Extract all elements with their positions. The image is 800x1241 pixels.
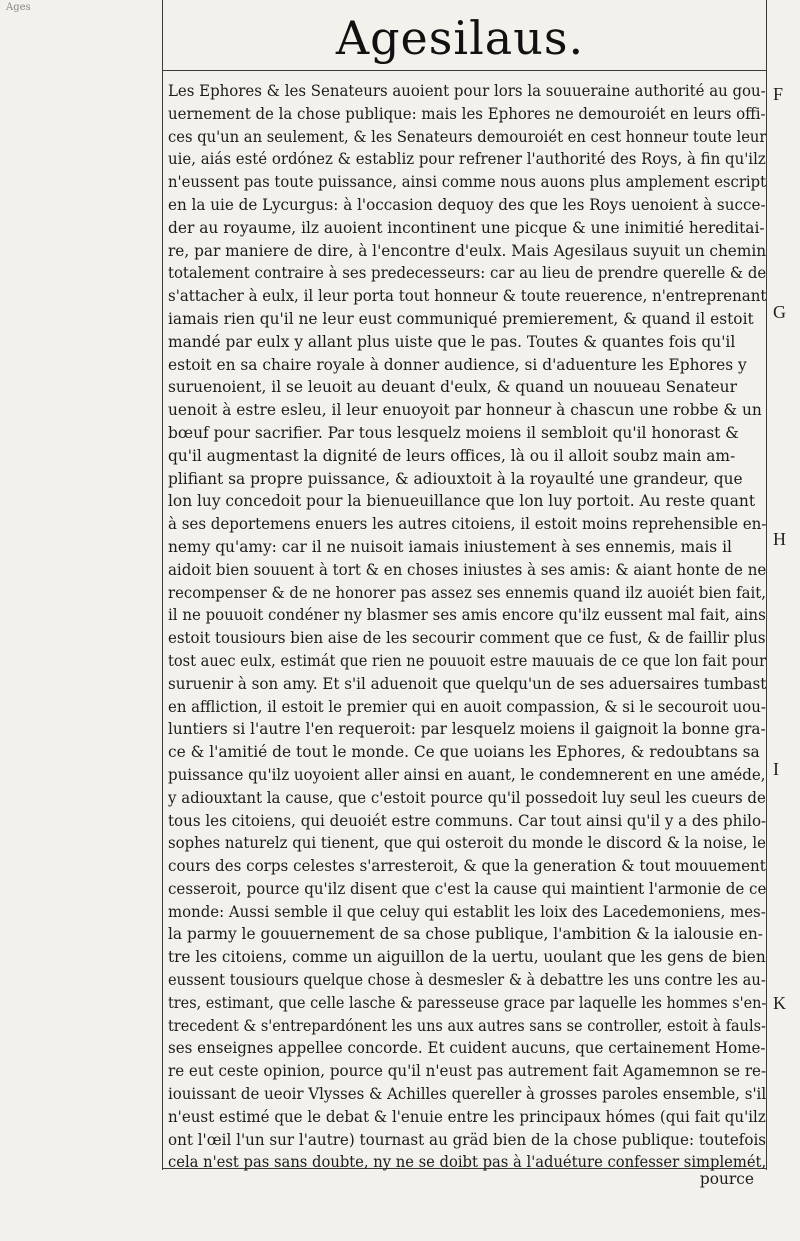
text-line: qu'il augmentast la dignité de leurs offices, là ou il alloit soubz main am- (168, 446, 736, 465)
text-line: uie, aiás esté ordónez & establiz pour refrener l'authorité des Roys, à fin qu'ilz (168, 150, 766, 169)
text-line: lon luy concedoit pour la bienueuillance que lon luy portoit. Au reste quant (168, 492, 756, 511)
text-line: ces qu'un an seulement, & les Senateurs demouroiét en cest honneur toute leur (168, 127, 766, 146)
catchword: pource (699, 1170, 754, 1188)
text-line: n'eust estimé que le debat & l'enuie entre les principaux hómes (qui fait qu'ilz (168, 1107, 766, 1126)
text-line: estoit en sa chaire royale à donner audience, si d'aduenture les Ephores y (168, 355, 747, 374)
text-line: puissance qu'ilz uoyoient aller ainsi en auant, le condemnerent en une améde, (168, 765, 766, 784)
text-line: eussent tousiours quelque chose à desmesler & à debattre les uns contre les au- (168, 971, 766, 990)
text-line: cours des corps celestes s'arresteroit, & que la generation & tout mouuement (168, 857, 766, 876)
text-line: uenoit à estre esleu, il leur enuoyoit par honneur à chascun une robbe & un (168, 401, 762, 420)
text-line: uernement de la chose publique: mais les Ephores ne demouroiét en leurs offi- (168, 104, 766, 123)
text-line: der au royaume, ilz auoient incontinent une picque & une inimitié hereditai- (168, 218, 765, 237)
text-line: tous les citoiens, qui deuoiét estre communs. Car tout ainsi qu'il y a des philo- (168, 811, 766, 830)
text-line: monde: Aussi semble il que celuy qui establit les loix des Lacedemoniens, mes- (168, 902, 766, 921)
text-line: recompenser & de ne honorer pas assez ses ennemis quand ilz auoiét bien fait, (168, 583, 766, 602)
margin-marker-i: I (773, 759, 779, 779)
text-line: aidoit bien souuent à tort & en choses iniustes à ses amis: & aiant honte de ne (168, 560, 766, 579)
margin-marker-h: H (773, 529, 786, 549)
right-margin-rule (766, 0, 767, 1170)
text-line: nemy qu'amy: car il ne nuisoit iamais iniustement à ses ennemis, mais il (168, 537, 732, 556)
margin-marker-g: G (773, 302, 786, 322)
text-line: cela n'est pas sans doubte, ny ne se doibt pas à l'aduéture confesser simplemét, (168, 1153, 766, 1172)
text-line: re, par maniere de dire, à l'encontre d'eulx. Mais Agesilaus suyuit un chemin (168, 241, 766, 260)
text-line: trecedent & s'entrepardónent les uns aux autres sans se controller, estoit à fauls- (168, 1016, 766, 1035)
text-line: iamais rien qu'il ne leur eust communiqué premierement, & quand il estoit (168, 309, 754, 328)
text-line: iouissant de ueoir Vlysses & Achilles quereller à grosses paroles ensemble, s'il (168, 1085, 766, 1104)
text-line: tres, estimant, que celle lasche & paresseuse grace par laquelle les hommes s'en- (168, 993, 766, 1012)
text-line: la parmy le gouuernement de sa chose publique, l'ambition & la ialousie en- (168, 925, 763, 944)
text-line: à ses deportemens enuers les autres citoiens, il estoit moins reprehensible en- (168, 515, 766, 534)
text-line: Les Ephores & les Senateurs auoient pour lors la souueraine authorité au gou- (168, 82, 766, 100)
text-line: ses enseignes appellee concorde. Et cuident aucuns, que certainement Home- (168, 1039, 766, 1058)
margin-marker-f: F (773, 84, 784, 104)
body-text (168, 80, 766, 1174)
text-line: tost auec eulx, estimát que rien ne pouuoit estre mauuais de ce que lon fait pour (168, 651, 766, 670)
text-line: y adiouxtant la cause, que c'estoit pource qu'il possedoit luy seul les cueurs de (168, 788, 766, 807)
text-line: luntiers si l'autre l'en requeroit: par lesquelz moiens il gaignoit la bonne gra- (168, 720, 766, 739)
text-line: cesseroit, pource qu'ilz disent que c'est la cause qui maintient l'armonie de ce (168, 879, 766, 898)
text-line: tre les citoiens, comme un aiguillon de la uertu, uoulant que les gens de bien (168, 948, 766, 967)
text-line: plifiant sa propre puissance, & adiouxtoit à la royaulté une grandeur, que (168, 469, 743, 488)
margin-marker-k: K (773, 993, 786, 1013)
text-line: s'attacher à eulx, il leur porta tout honneur & toute reuerence, n'entreprenant (168, 287, 766, 306)
header-rule (162, 70, 767, 71)
text-line: suruenoient, il se leuoit au deuant d'eulx, & quand un nouueau Senateur (168, 378, 737, 397)
text-line: en affliction, il estoit le premier qui en auoit compassion, & si le secouroit uou- (168, 697, 766, 716)
corner-mark: Ages (6, 2, 31, 13)
text-line: en la uie de Lycurgus: à l'occasion dequoy des que les Roys uenoient à succe- (168, 195, 766, 214)
text-line: totalement contraire à ses predecesseurs: car au lieu de prendre querelle & de (168, 264, 766, 283)
page-title: Agesilaus. (335, 11, 585, 65)
text-line: ce & l'amitié de tout le monde. Ce que uoians les Ephores, & redoubtans sa (168, 743, 760, 762)
text-line: re eut ceste opinion, pource qu'il n'eust pas autrement fait Agamemnon se re- (168, 1062, 766, 1081)
text-line: n'eussent pas toute puissance, ainsi comme nous auons plus amplement escript (168, 173, 766, 192)
text-line: bœuf pour sacrifier. Par tous lesquelz moiens il sembloit qu'il honorast & (168, 423, 739, 442)
text-line: il ne pouuoit condéner ny blasmer ses amis encore qu'ilz eussent mal fait, ains (168, 606, 766, 625)
text-line: mandé par eulx y allant plus uiste que le pas. Toutes & quantes fois qu'il (168, 332, 736, 351)
left-margin-rule (162, 0, 163, 1170)
text-line: ont l'œil l'un sur l'autre) tournast au gräd bien de la chose publique: toutefois (168, 1130, 766, 1149)
text-line: estoit tousiours bien aise de les secourir comment que ce fust, & de faillir plus (168, 629, 766, 648)
text-line: sophes naturelz qui tienent, que qui osteroit du monde le discord & la noise, le (168, 834, 766, 853)
text-line: suruenir à son amy. Et s'il aduenoit que quelqu'un de ses aduersaires tumbast (168, 674, 766, 693)
